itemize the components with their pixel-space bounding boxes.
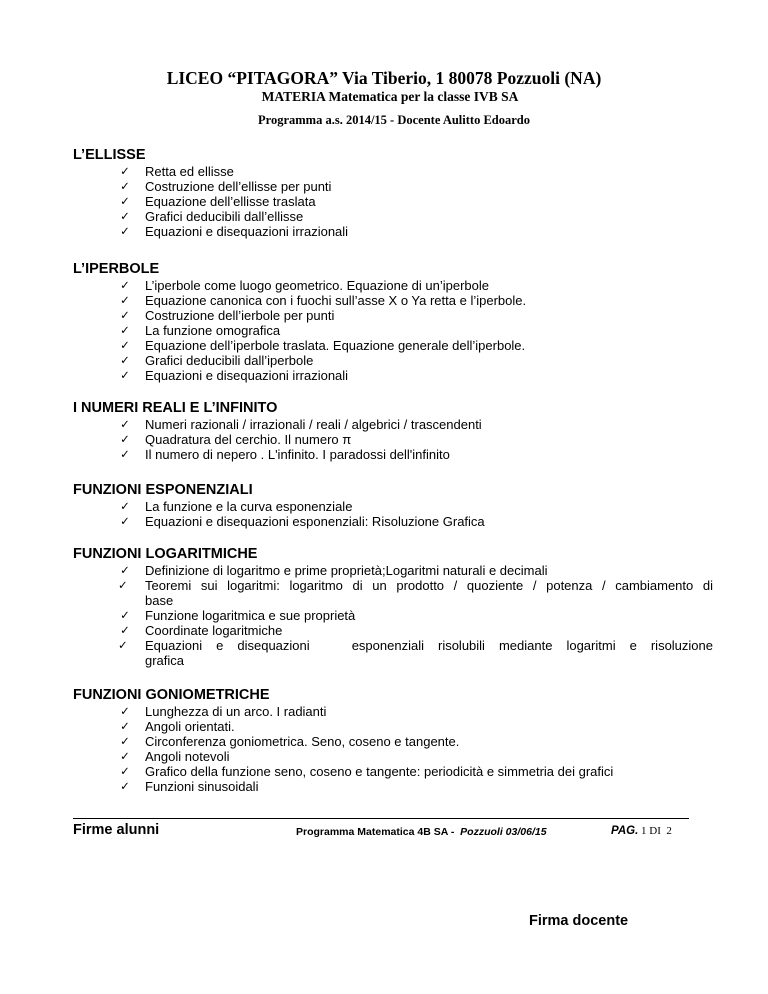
list-item: [73, 353, 713, 368]
item-text: Lunghezza di un arco. I radianti: [145, 704, 327, 719]
list-item: [73, 608, 713, 623]
list-item: [73, 432, 713, 447]
item-text: Funzioni sinusoidali: [145, 779, 259, 794]
checkmark-icon: ✓: [120, 209, 130, 223]
list-item: [73, 734, 713, 749]
topic-list: [73, 417, 713, 462]
list-item: [73, 447, 713, 462]
place-date: Pozzuoli 03/06/15: [460, 826, 547, 838]
list-item: [73, 368, 713, 383]
list-item-continuation: [73, 653, 713, 668]
item-text: base: [145, 593, 174, 608]
list-item: [73, 179, 713, 194]
item-text: Costruzione dell’ellisse per punti: [145, 179, 332, 194]
topic-list: [73, 704, 713, 794]
checkmark-icon: ✓: [120, 338, 130, 352]
topic-list: [73, 278, 713, 383]
item-text: Grafici deducibili dall’iperbole: [145, 353, 314, 368]
checkmark-icon: ✓: [120, 623, 130, 637]
checkmark-icon: ✓: [120, 514, 130, 528]
item-text: Grafico della funzione seno, coseno e tangente: periodicità e simmetria dei grafici: [145, 764, 614, 779]
list-item: [73, 278, 713, 293]
section-funzioni-esponenziali: [73, 482, 713, 529]
section-title: FUNZIONI LOGARITMICHE: [73, 546, 258, 562]
checkmark-icon: ✓: [120, 608, 130, 622]
item-text: Angoli orientati.: [145, 719, 235, 734]
list-item: [73, 323, 713, 338]
list-item: [73, 499, 713, 514]
checkmark-icon: ✓: [120, 447, 130, 461]
program-ref-text: Programma Matematica 4B SA -: [296, 826, 461, 838]
footer-divider: [73, 818, 689, 819]
list-item: [73, 417, 713, 432]
list-item: [73, 638, 713, 653]
list-item: [73, 578, 713, 593]
section-title: I NUMERI REALI E L’INFINITO: [73, 400, 278, 416]
item-text: Equazioni e disequazioni esponenziali risolubili mediante logaritmi e risoluzione: [145, 638, 713, 653]
list-item: [73, 623, 713, 638]
list-item: [73, 749, 713, 764]
list-item: [73, 779, 713, 794]
page-number: [611, 825, 672, 837]
checkmark-icon: ✓: [118, 638, 128, 652]
checkmark-icon: ✓: [120, 417, 130, 431]
item-text: Definizione di logaritmo e prime proprietà;Logaritmi naturali e decimali: [145, 563, 548, 578]
section-funzioni-logaritmiche: [73, 546, 713, 668]
list-item: [73, 719, 713, 734]
list-item: [73, 764, 713, 779]
list-item: [73, 308, 713, 323]
page-count: 1 DI 2: [638, 825, 672, 837]
checkmark-icon: ✓: [120, 224, 130, 238]
section-funzioni-goniometriche: [73, 687, 713, 794]
item-text: Equazione dell’ellisse traslata: [145, 194, 316, 209]
item-text: Costruzione dell’ierbole per punti: [145, 308, 335, 323]
topic-list: [73, 164, 713, 239]
item-text: Equazione canonica con i fuochi sull’asse X o Ya retta e l’iperbole.: [145, 293, 527, 308]
section-ellisse: [73, 147, 713, 239]
item-text: Funzione logaritmica e sue proprietà: [145, 608, 356, 623]
checkmark-icon: ✓: [120, 293, 130, 307]
teacher-signature-label: Firma docente: [529, 913, 629, 929]
checkmark-icon: ✓: [118, 578, 128, 592]
checkmark-icon: ✓: [120, 499, 130, 513]
item-text: Il numero di nepero . L'infinito. I paradossi dell'infinito: [145, 447, 450, 462]
item-text: La funzione e la curva esponenziale: [145, 499, 353, 514]
list-item: [73, 194, 713, 209]
checkmark-icon: ✓: [120, 308, 130, 322]
checkmark-icon: ✓: [120, 368, 130, 382]
item-text: Quadratura del cerchio. Il numero π: [145, 432, 352, 447]
checkmark-icon: ✓: [120, 779, 130, 793]
list-item: [73, 164, 713, 179]
program-line: Programma a.s. 2014/15 - Docente Aulitto Edoardo: [258, 113, 530, 127]
item-text: Equazione dell’iperbole traslata. Equazione generale dell’iperbole.: [145, 338, 526, 353]
checkmark-icon: ✓: [120, 179, 130, 193]
list-item: [73, 514, 713, 529]
item-text: grafica: [145, 653, 185, 668]
list-item: [73, 338, 713, 353]
subject-line: MATERIA Matematica per la classe IVB SA: [261, 89, 519, 104]
item-text: Equazioni e disequazioni esponenziali: Risoluzione Grafica: [145, 514, 485, 529]
program-reference: [296, 826, 547, 838]
item-text: L’iperbole come luogo geometrico. Equazione di un’iperbole: [145, 278, 490, 293]
page-label: PAG.: [611, 825, 639, 837]
item-text: Coordinate logaritmiche: [145, 623, 283, 638]
checkmark-icon: ✓: [120, 432, 130, 446]
item-text: Teoremi sui logaritmi: logaritmo di un prodotto / quoziente / potenza / cambiamento di: [145, 578, 713, 593]
checkmark-icon: ✓: [120, 749, 130, 763]
section-iperbole: [73, 261, 713, 383]
checkmark-icon: ✓: [120, 764, 130, 778]
document-title: LICEO “PITAGORA” Via Tiberio, 1 80078 Pozzuoli (NA): [166, 68, 602, 88]
item-text: Circonferenza goniometrica. Seno, coseno e tangente.: [145, 734, 460, 749]
list-item: [73, 293, 713, 308]
checkmark-icon: ✓: [120, 194, 130, 208]
section-numeri-reali: [73, 400, 713, 462]
section-title: FUNZIONI GONIOMETRICHE: [73, 687, 270, 703]
section-title: L’ELLISSE: [73, 147, 146, 163]
topic-list: [73, 563, 713, 668]
checkmark-icon: ✓: [120, 704, 130, 718]
checkmark-icon: ✓: [120, 734, 130, 748]
list-item: [73, 209, 713, 224]
section-title: L’IPERBOLE: [73, 261, 160, 277]
list-item: [73, 224, 713, 239]
list-item-continuation: [73, 593, 713, 608]
checkmark-icon: ✓: [120, 719, 130, 733]
checkmark-icon: ✓: [120, 563, 130, 577]
topic-list: [73, 499, 713, 529]
item-text: La funzione omografica: [145, 323, 281, 338]
item-text: Numeri razionali / irrazionali / reali / algebrici / trascendenti: [145, 417, 482, 432]
item-text: Retta ed ellisse: [145, 164, 234, 179]
item-text: Equazioni e disequazioni irrazionali: [145, 224, 349, 239]
list-item: [73, 704, 713, 719]
checkmark-icon: ✓: [120, 323, 130, 337]
checkmark-icon: ✓: [120, 353, 130, 367]
item-text: Equazioni e disequazioni irrazionali: [145, 368, 349, 383]
list-item: [73, 563, 713, 578]
item-text: Angoli notevoli: [145, 749, 230, 764]
item-text: Grafici deducibili dall’ellisse: [145, 209, 304, 224]
section-title: FUNZIONI ESPONENZIALI: [73, 482, 253, 498]
checkmark-icon: ✓: [120, 278, 130, 292]
students-signature-label: Firme alunni: [73, 822, 160, 838]
checkmark-icon: ✓: [120, 164, 130, 178]
